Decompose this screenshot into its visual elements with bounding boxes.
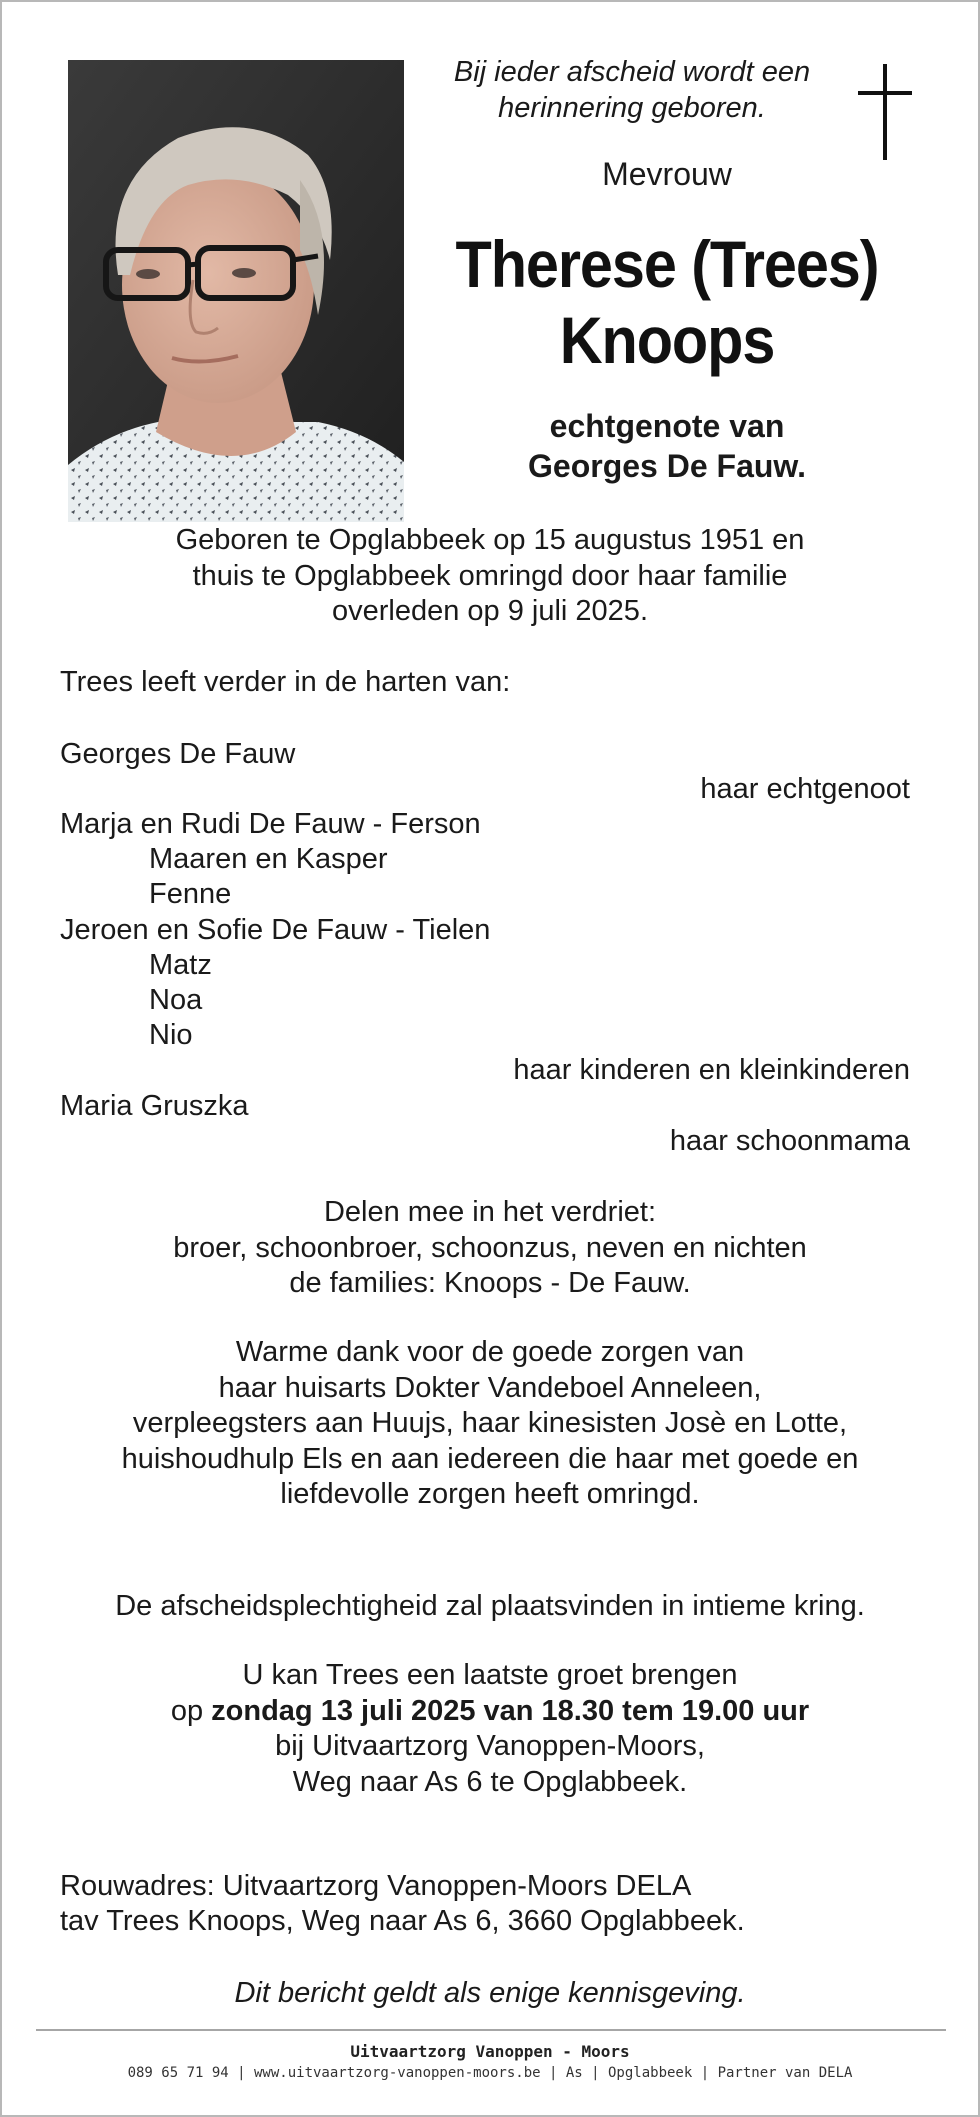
spouse-relation: haar echtgenoot xyxy=(700,773,910,805)
text-line: De afscheidsplechtigheid zal plaatsvinden in intieme kring. xyxy=(115,1590,865,1622)
mother-in-law-name: Maria Gruszka xyxy=(60,1090,249,1122)
text-line: bij Uitvaartzorg Vanoppen-Moors, xyxy=(275,1730,705,1762)
text-line: de families: Knoops - De Fauw. xyxy=(289,1267,691,1299)
text-line: U kan Trees een laatste groet brengen xyxy=(242,1659,738,1691)
notice-text xyxy=(2,1976,978,2012)
text-line: broer, schoonbroer, schoonzus, neven en nichten xyxy=(173,1231,807,1264)
family-intro: Trees leeft verder in de harten van: xyxy=(60,666,511,698)
text-line: verpleegsters aan Huujs, haar kinesisten Josè en Lotte, xyxy=(132,1407,848,1439)
thanks-text xyxy=(2,1335,978,1513)
motto xyxy=(412,54,852,126)
child-name: Marja en Rudi De Fauw - Ferson xyxy=(60,808,481,840)
text-line: Warme dank voor de goede zorgen van xyxy=(235,1336,745,1368)
child-name: Jeroen en Sofie De Fauw - Tielen xyxy=(60,914,491,946)
spouse-name: Georges De Fauw xyxy=(60,738,296,770)
visit-time-line xyxy=(2,1694,978,1730)
name-line: Knoops xyxy=(559,303,775,377)
birth-death-text xyxy=(2,523,978,630)
children-relation: haar kinderen en kleinkinderen xyxy=(513,1054,910,1086)
sharing-text xyxy=(2,1195,978,1302)
text-line: thuis te Opglabbeek omringd door haar familie xyxy=(192,559,788,592)
mother-in-law-relation: haar schoonmama xyxy=(669,1125,910,1157)
spouse-mention xyxy=(412,406,922,486)
text-line: huishoudhulp Els en aan iedereen die haar met goede en xyxy=(121,1442,859,1475)
name-line: Therese (Trees) xyxy=(455,227,879,301)
text-line: Weg naar As 6 te Opglabbeek. xyxy=(292,1765,688,1798)
honorific: Mevrouw xyxy=(602,156,732,192)
grandchild-name: Matz xyxy=(149,949,212,981)
text-line: Geboren te Opglabbeek op 15 augustus 1951 en xyxy=(175,524,805,556)
mourning-address xyxy=(60,1869,745,1939)
footer-contact-info: 089 65 71 94 | www.uitvaartzorg-vanoppen-moors.be | As | Opglabbeek | Partner van DELA xyxy=(127,2065,853,2081)
grandchild-name: Maaren en Kasper xyxy=(149,843,388,875)
footer-divider xyxy=(36,2029,946,2031)
text-line: liefdevolle zorgen heeft omringd. xyxy=(280,1478,700,1510)
text-line: Delen mee in het verdriet: xyxy=(323,1196,657,1228)
grandchild-name: Noa xyxy=(149,984,203,1016)
deceased-name xyxy=(438,226,897,378)
visit-text xyxy=(2,1658,978,1800)
address-line: tav Trees Knoops, Weg naar As 6, 3660 Opglabbeek. xyxy=(60,1905,745,1937)
motto-line: Bij ieder afscheid wordt een xyxy=(453,56,811,88)
motto-line: herinnering geboren. xyxy=(498,92,766,124)
ceremony-text xyxy=(2,1589,978,1625)
footer-company: Uitvaartzorg Vanoppen - Moors xyxy=(350,2042,630,2061)
spouse-line: echtgenote van xyxy=(549,408,785,444)
text-line: haar huisarts Dokter Vandeboel Anneleen, xyxy=(218,1371,762,1404)
visit-prefix: op xyxy=(170,1694,204,1727)
text-line: overleden op 9 juli 2025. xyxy=(331,595,648,627)
notice-line: Dit bericht geldt als enige kennisgeving. xyxy=(234,1977,746,2009)
cross-icon xyxy=(858,64,912,160)
visit-datetime: zondag 13 juli 2025 van 18.30 tem 19.00 uur xyxy=(211,1694,810,1727)
spouse-line: Georges De Fauw. xyxy=(528,448,806,484)
grandchild-name: Nio xyxy=(149,1019,193,1051)
grandchild-name: Fenne xyxy=(149,878,232,910)
address-line: Rouwadres: Uitvaartzorg Vanoppen-Moors DELA xyxy=(60,1870,692,1902)
portrait-photo xyxy=(68,60,404,522)
